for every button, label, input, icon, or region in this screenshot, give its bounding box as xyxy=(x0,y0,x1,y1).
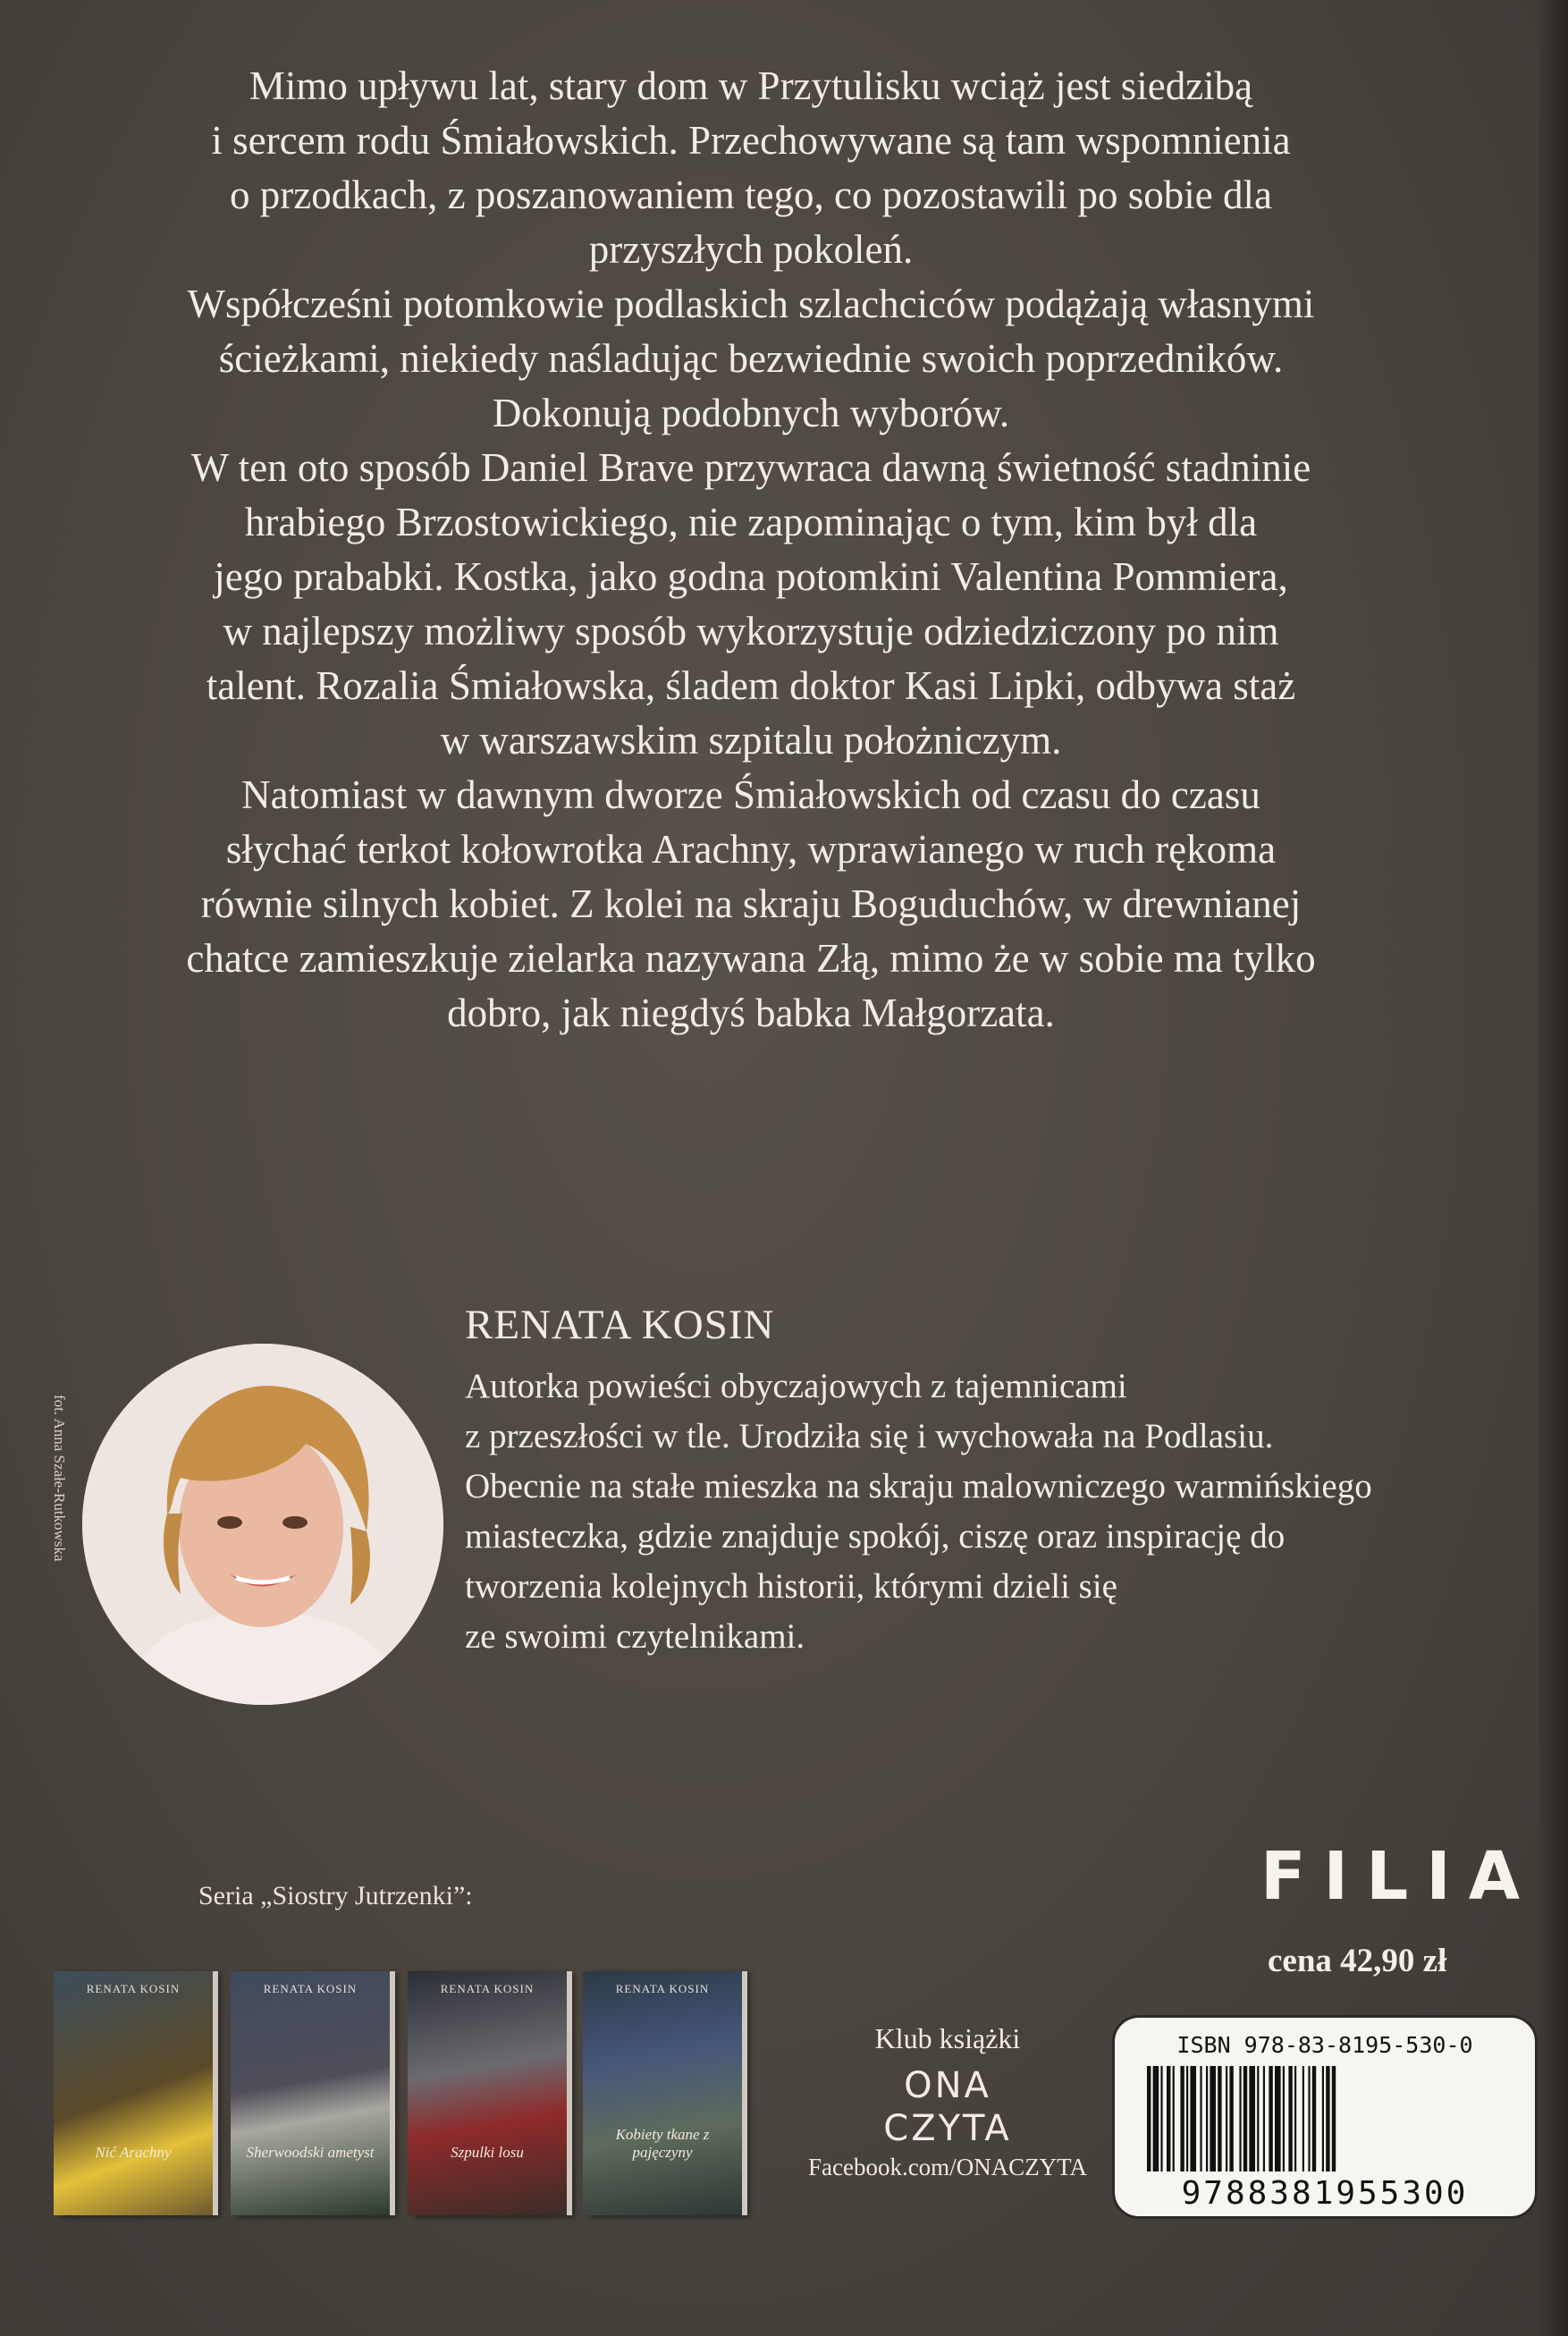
blurb-line: talent. Rozalia Śmiałowska, śladem doktor Kasi Lipki, odbywa staż xyxy=(206,663,1296,708)
photo-credit: fot. Anna Szałe-Rutkowska xyxy=(51,1395,68,1562)
blurb-line: Dokonują podobnych wyborów. xyxy=(492,391,1010,435)
book-author: RENATA KOSIN xyxy=(263,1982,358,1995)
book-title: Sherwoodski ametyst xyxy=(246,2144,375,2161)
book-author: RENATA KOSIN xyxy=(440,1982,535,1995)
spine-edge xyxy=(1538,0,1568,2336)
book-author: RENATA KOSIN xyxy=(615,1982,710,1995)
publisher-logo: FILIA xyxy=(1260,1838,1538,1915)
series-book xyxy=(408,1971,567,2215)
blurb-line: Współcześni potomkowie podlaskich szlachciców podążają własnymi xyxy=(187,282,1315,326)
book-title: Szpulki losu xyxy=(451,2144,524,2161)
barcode-bar xyxy=(1210,2066,1216,2172)
barcode-bar xyxy=(1257,2066,1259,2172)
series-label: Seria „Siostry Jutrzenki”: xyxy=(198,1881,473,1910)
blurb-line: Natomiast w dawnym dworze Śmiałowskich od czasu do czasu xyxy=(241,772,1260,817)
author-photo xyxy=(82,1344,443,1705)
book-author: RENATA KOSIN xyxy=(86,1982,181,1995)
barcode-bar xyxy=(1153,2066,1159,2172)
blurb-line: i sercem rodu Śmiałowskich. Przechowywane są tam wspomnienia xyxy=(211,118,1291,163)
barcode-bar xyxy=(1294,2066,1296,2172)
barcode-bar xyxy=(1147,2066,1151,2172)
series-book xyxy=(54,1971,213,2215)
barcode-bar xyxy=(1229,2066,1233,2172)
author-portrait-icon xyxy=(82,1344,443,1705)
barcode-bar xyxy=(1308,2066,1310,2172)
barcode-bar xyxy=(1218,2066,1221,2172)
barcode-bar xyxy=(1173,2066,1175,2172)
price: cena 42,90 zł xyxy=(1268,1943,1447,1979)
barcode-bar xyxy=(1206,2066,1208,2172)
isbn-barcode-box xyxy=(1112,2015,1538,2219)
barcode-bar xyxy=(1269,2066,1272,2172)
blurb-line: chatce zamieszkuje zielarka nazywana Złą, mimo że w sobie ma tylko xyxy=(186,936,1316,981)
series-book xyxy=(583,1971,742,2215)
book-title: Nić Arachny xyxy=(95,2144,172,2161)
barcode-bar xyxy=(1288,2066,1292,2172)
author-section xyxy=(465,1301,1538,1662)
book-title: Kobiety tkane z pajęczyny xyxy=(615,2126,710,2161)
barcode-bar xyxy=(1200,2066,1201,2172)
ona-czyta-logo xyxy=(787,2064,1109,2150)
author-name: RENATA KOSIN xyxy=(465,1302,775,1348)
barcode-icon xyxy=(1147,2066,1505,2173)
barcode-bar xyxy=(1326,2066,1329,2172)
barcode-bar xyxy=(1302,2066,1304,2172)
author-bio xyxy=(465,1362,1538,1662)
facebook-link: Facebook.com/ONACZYTA xyxy=(807,2154,1088,2180)
barcode-bar xyxy=(1226,2066,1227,2172)
blurb-line: w najlepszy możliwy sposób wykorzystuje odziedziczony po nim xyxy=(223,609,1279,654)
blurb-line: o przodkach, z poszanowaniem tego, co pozostawili po sobie dla xyxy=(230,173,1272,217)
barcode-bar xyxy=(1180,2066,1184,2172)
barcode-bar xyxy=(1186,2066,1188,2172)
barcode-bar xyxy=(1312,2066,1316,2172)
isbn-number: ISBN 978-83-8195-530-0 xyxy=(1176,2032,1473,2058)
author-bio-line: z przeszłości w tle. Urodziła się i wychowała na Podlasiu. xyxy=(465,1417,1274,1455)
logo-line: CZYTA xyxy=(883,2108,1012,2149)
barcode-bar xyxy=(1332,2066,1336,2172)
author-bio-line: ze swoimi czytelnikami. xyxy=(465,1617,805,1656)
blurb-line: Mimo upływu lat, stary dom w Przytulisku wciąż jest siedzibą xyxy=(249,63,1253,108)
ean-digits: 9788381955300 xyxy=(1181,2175,1469,2212)
barcode-bar xyxy=(1190,2066,1196,2172)
author-bio-line: miasteczka, gdzie znajduje spokój, ciszę oraz inspirację do xyxy=(465,1517,1286,1556)
barcode-bar xyxy=(1283,2066,1285,2172)
blurb-line: hrabiego Brzostowickiego, nie zapominając o tym, kim był dla xyxy=(244,500,1258,544)
author-bio-line: tworzenia kolejnych historii, którymi dzieli się xyxy=(465,1567,1117,1606)
author-bio-line: Autorka powieści obyczajowych z tajemnicami xyxy=(465,1367,1127,1405)
barcode-bar xyxy=(1322,2066,1324,2172)
blurb-line: dobro, jak niegdyś babka Małgorzata. xyxy=(447,991,1055,1035)
barcode-bar xyxy=(1239,2066,1241,2172)
author-bio-line: Obecnie na stałe mieszka na skraju malowniczego warmińskiego xyxy=(465,1467,1372,1505)
logo-line: ONA xyxy=(904,2065,991,2106)
barcode-bar xyxy=(1263,2066,1265,2172)
blurb-line: ścieżkami, niekiedy naśladując bezwiednie swoich poprzedników. xyxy=(218,336,1284,381)
blurb-line: słychać terkot kołowrotka Arachny, wprawianego w ruch rękoma xyxy=(225,827,1277,872)
barcode-bar xyxy=(1243,2066,1247,2172)
barcode-bar xyxy=(1275,2066,1281,2172)
series-book xyxy=(231,1971,390,2215)
blurb-line: równie silnych kobiet. Z kolei na skraju Boguduchów, w drewnianej xyxy=(200,881,1302,926)
barcode-bar xyxy=(1167,2066,1170,2172)
barcode-bar xyxy=(1249,2066,1255,2172)
blurb-line: przyszłych pokoleń. xyxy=(588,227,914,272)
blurb-text xyxy=(54,59,1448,1041)
blurb-line: jego prababki. Kostka, jako godna potomkini Valentina Pommiera, xyxy=(214,554,1288,599)
blurb-line: w warszawskim szpitalu położniczym. xyxy=(440,718,1062,763)
book-club-label: Klub książki xyxy=(874,2022,1021,2054)
barcode-bar xyxy=(1160,2066,1162,2172)
book-club xyxy=(787,2022,1109,2181)
blurb-line: W ten oto sposób Daniel Brave przywraca dawną świetność stadninie xyxy=(190,445,1311,490)
